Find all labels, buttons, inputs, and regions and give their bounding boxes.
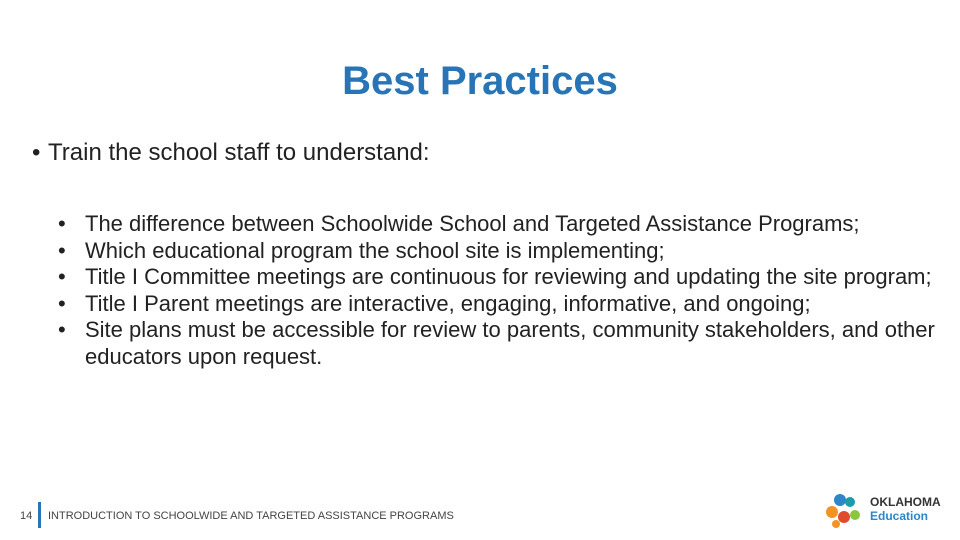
logo-petal-green xyxy=(850,510,860,520)
logo-text-line2: Education xyxy=(870,509,929,523)
bullet-marker: • xyxy=(58,237,66,263)
main-bullet-text: Train the school staff to understand: xyxy=(48,139,430,166)
oklahoma-education-logo xyxy=(822,490,950,530)
logo-petal-red xyxy=(838,511,850,523)
logo-petal-orange-small xyxy=(832,520,840,528)
sub-bullet-text: Title I Committee meetings are continuous for reviewing and updating the site program; xyxy=(85,264,932,289)
list-item xyxy=(58,291,948,318)
sub-bullet-text: Site plans must be accessible for review to parents, community stakeholders, and other educators upon request. xyxy=(85,317,935,369)
slide-title: Best Practices xyxy=(342,59,618,103)
list-item xyxy=(58,317,948,370)
logo-text-line1: OKLAHOMA xyxy=(870,495,941,509)
logo-petal-orange xyxy=(826,506,838,518)
list-item xyxy=(58,238,948,265)
main-bullet xyxy=(32,139,430,167)
footer-divider xyxy=(38,502,41,528)
sub-bullet-text: Title I Parent meetings are interactive, engaging, informative, and ongoing; xyxy=(85,290,811,316)
list-item xyxy=(58,211,948,238)
sub-bullet-text: Which educational program the school site is implementing; xyxy=(85,237,665,263)
footer-text: INTRODUCTION TO SCHOOLWIDE AND TARGETED ASSISTANCE PROGRAMS xyxy=(48,510,454,522)
bullet-marker: • xyxy=(58,264,66,289)
bullet-marker: • xyxy=(58,317,66,342)
page-number: 14 xyxy=(20,510,33,522)
logo-petal-teal xyxy=(845,497,855,507)
oklahoma-education-logo-icon xyxy=(822,490,866,530)
list-item xyxy=(58,264,948,291)
logo-petal-blue xyxy=(834,494,846,506)
sub-bullet-text: The difference between Schoolwide School and Targeted Assistance Programs; xyxy=(85,211,860,236)
sub-bullet-list xyxy=(58,211,948,370)
bullet-marker: • xyxy=(58,211,66,236)
bullet-marker: • xyxy=(58,290,66,316)
bullet-marker: • xyxy=(32,139,41,166)
